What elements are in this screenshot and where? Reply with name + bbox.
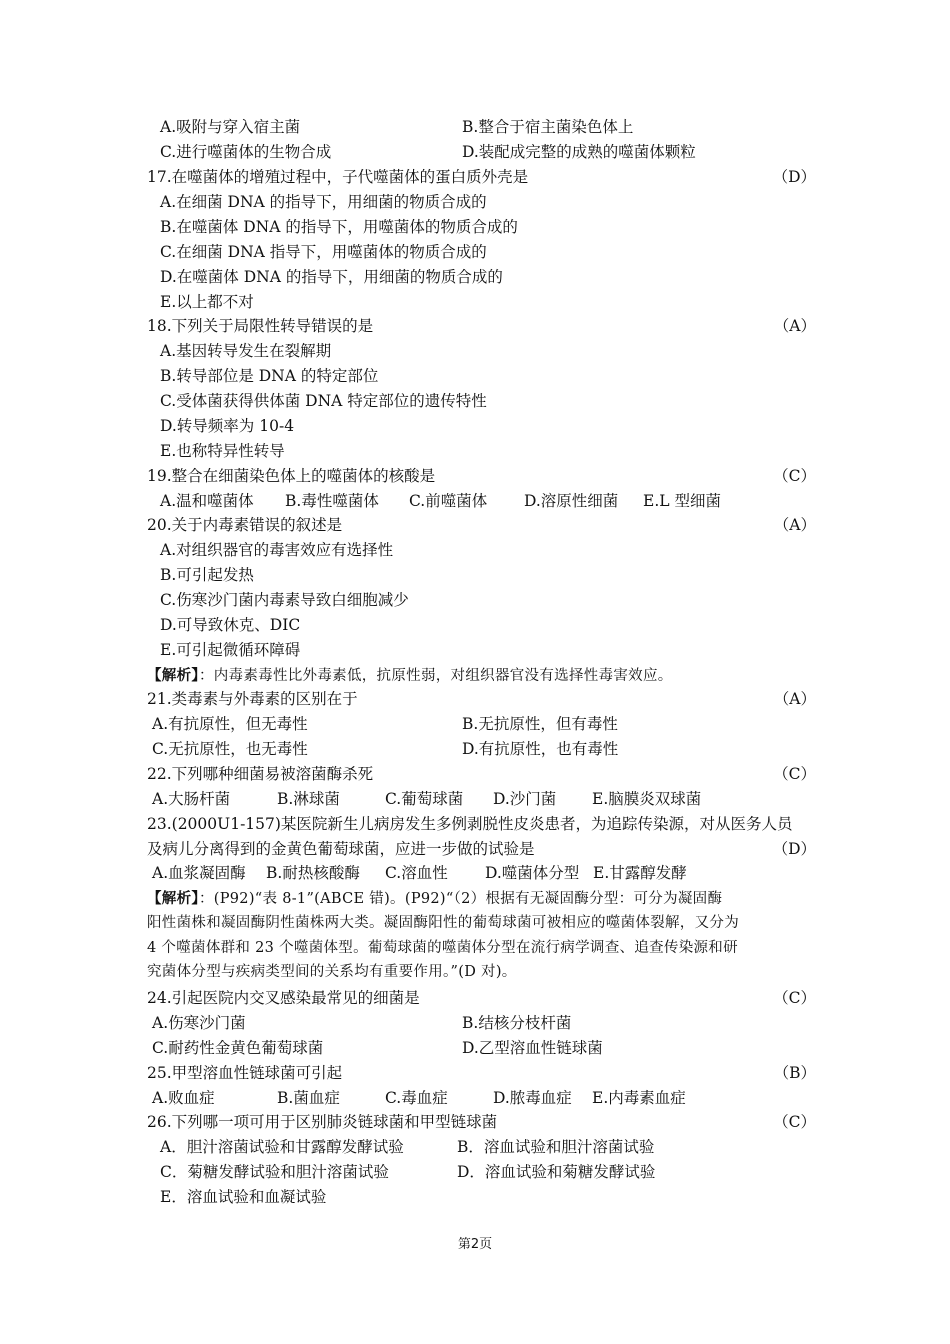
q20-stem: 20.关于内毒素错误的叙述是 bbox=[147, 516, 343, 534]
page-number: 第2页 bbox=[457, 1237, 493, 1252]
q22-stem-line bbox=[0, 762, 950, 787]
q17-option-a: A.在细菌 DNA 的指导下，用细菌的物质合成的 bbox=[160, 193, 487, 211]
q18-option-d-line bbox=[0, 414, 950, 439]
q23-option-e: E.甘露醇发酵 bbox=[593, 864, 687, 882]
q18-option-e: E.也称特异性转导 bbox=[160, 442, 285, 460]
q16-option-c: C.进行噬菌体的生物合成 bbox=[160, 143, 332, 161]
q19-option-e: E.L 型细菌 bbox=[643, 492, 721, 510]
q25-option-d: D.脓毒血症 bbox=[493, 1089, 572, 1107]
q23-option-c: C.溶血性 bbox=[385, 864, 448, 882]
q19-answer: （C） bbox=[773, 467, 816, 485]
q20-analysis-line bbox=[0, 663, 950, 688]
q24-stem-line bbox=[0, 986, 950, 1011]
q25-stem-line bbox=[0, 1061, 950, 1086]
q24-option-d: D.乙型溶血性链球菌 bbox=[462, 1039, 603, 1057]
q20-stem-line bbox=[0, 513, 950, 538]
q18-answer: （A） bbox=[773, 317, 816, 335]
q23-option-b: B.耐热核酸酶 bbox=[266, 864, 360, 882]
q22-stem: 22.下列哪种细菌易被溶菌酶杀死 bbox=[147, 765, 374, 783]
q18-option-c-line bbox=[0, 389, 950, 414]
q20-answer: （A） bbox=[773, 516, 816, 534]
q18-option-e-line bbox=[0, 439, 950, 464]
q25-answer: （B） bbox=[773, 1064, 816, 1082]
q19-option-b: B.毒性噬菌体 bbox=[285, 492, 379, 510]
q20-analysis-label: 【解析】 bbox=[147, 667, 199, 684]
q21-option-a: A.有抗原性，但无毒性 bbox=[152, 715, 308, 733]
q17-option-c: C.在细菌 DNA 指导下，用噬菌体的物质合成的 bbox=[160, 243, 487, 261]
q20-option-b-line bbox=[0, 563, 950, 588]
q21-option-c: C.无抗原性，也无毒性 bbox=[152, 740, 308, 758]
q23-analysis-3: 4 个噬菌体群和 23 个噬菌体型。葡萄球菌的噬菌体分型在流行病学调查、追查传染源和研 bbox=[147, 940, 738, 956]
q25-option-a: A.败血症 bbox=[152, 1089, 215, 1107]
q19-option-d: D.溶原性细菌 bbox=[524, 492, 619, 510]
q20-analysis bbox=[147, 663, 673, 689]
q24-options-row-2 bbox=[0, 1036, 950, 1061]
q16-option-b: B.整合于宿主菌染色体上 bbox=[462, 118, 634, 136]
q20-option-d-line bbox=[0, 613, 950, 638]
q26-option-e: E．溶血试验和血凝试验 bbox=[160, 1188, 327, 1206]
q21-stem-line bbox=[0, 687, 950, 712]
q17-option-d: D.在噬菌体 DNA 的指导下，用细菌的物质合成的 bbox=[160, 268, 503, 286]
q22-option-a: A.大肠杆菌 bbox=[152, 790, 231, 808]
q19-option-c: C.前噬菌体 bbox=[409, 492, 488, 510]
q23-stem-1: 23.(2000U1-157)某医院新生儿病房发生多例剥脱性皮炎患者，为追踪传染源，对从医务人员 bbox=[147, 815, 793, 833]
q20-option-a-line bbox=[0, 538, 950, 563]
q26-stem: 26.下列哪一项可用于区别肺炎链球菌和甲型链球菌 bbox=[147, 1113, 498, 1131]
q23-stem-line-1 bbox=[0, 812, 950, 837]
q20-option-c-line bbox=[0, 588, 950, 613]
q20-option-a: A.对组织器官的毒害效应有选择性 bbox=[160, 541, 394, 559]
q21-option-d: D.有抗原性，也有毒性 bbox=[462, 740, 619, 758]
q23-stem-line-2 bbox=[0, 837, 950, 862]
q25-option-c: C.毒血症 bbox=[385, 1089, 448, 1107]
q19-stem-line bbox=[0, 464, 950, 489]
q22-option-c: C.葡萄球菌 bbox=[385, 790, 464, 808]
q22-options-line bbox=[0, 787, 950, 812]
q22-option-e: E.脑膜炎双球菌 bbox=[592, 790, 702, 808]
q23-option-a: A.血浆凝固酶 bbox=[152, 864, 246, 882]
q16-options-row-2 bbox=[0, 140, 950, 165]
q18-option-a-line bbox=[0, 339, 950, 364]
q23-analysis-line-1 bbox=[0, 886, 950, 911]
q23-option-d: D.噬菌体分型 bbox=[485, 864, 580, 882]
q20-option-c: C.伤寒沙门菌内毒素导致白细胞减少 bbox=[160, 591, 409, 609]
q26-options-row-2 bbox=[0, 1160, 950, 1185]
q18-option-c: C.受体菌获得供体菌 DNA 特定部位的遗传特性 bbox=[160, 392, 487, 410]
q26-option-c: C．菊糖发酵试验和胆汁溶菌试验 bbox=[160, 1163, 389, 1181]
q19-options-line bbox=[0, 489, 950, 514]
q18-option-a: A.基因转导发生在裂解期 bbox=[160, 342, 332, 360]
q17-stem-line bbox=[0, 165, 950, 190]
q25-option-b: B.菌血症 bbox=[277, 1089, 340, 1107]
q18-option-b-line bbox=[0, 364, 950, 389]
q21-option-b: B.无抗原性，但有毒性 bbox=[462, 715, 618, 733]
q23-analysis-2: 阳性菌株和凝固酶阴性菌株两大类。凝固酶阳性的葡萄球菌可被相应的噬菌体裂解，又分为 bbox=[147, 915, 739, 931]
q20-option-d: D.可导致休克、DIC bbox=[160, 616, 301, 634]
q18-option-d: D.转导频率为 10-4 bbox=[160, 417, 295, 435]
q21-options-row-1 bbox=[0, 712, 950, 737]
q24-stem: 24.引起医院内交叉感染最常见的细菌是 bbox=[147, 989, 420, 1007]
q26-option-b: B．溶血试验和胆汁溶菌试验 bbox=[457, 1138, 655, 1156]
q16-options-row-1 bbox=[0, 115, 950, 140]
q26-option-a: A．胆汁溶菌试验和甘露醇发酵试验 bbox=[160, 1138, 404, 1156]
q23-analysis-1 bbox=[147, 886, 722, 912]
q24-option-b: B.结核分枝杆菌 bbox=[462, 1014, 572, 1032]
q17-option-b-line bbox=[0, 215, 950, 240]
q25-options-line bbox=[0, 1086, 950, 1111]
q18-option-b: B.转导部位是 DNA 的特定部位 bbox=[160, 367, 379, 385]
q22-option-d: D.沙门菌 bbox=[493, 790, 557, 808]
q23-analysis-line-2 bbox=[0, 911, 950, 936]
q21-options-row-2 bbox=[0, 737, 950, 762]
q17-option-e: E.以上都不对 bbox=[160, 293, 254, 311]
q17-option-e-line bbox=[0, 290, 950, 315]
q17-answer: （D） bbox=[772, 168, 816, 186]
q26-answer: （C） bbox=[773, 1113, 816, 1131]
q25-option-e: E.内毒素血症 bbox=[592, 1089, 686, 1107]
q23-stem-2: 及病儿分离得到的金黄色葡萄球菌，应进一步做的试验是 bbox=[147, 840, 535, 858]
q17-option-b: B.在噬菌体 DNA 的指导下，用噬菌体的物质合成的 bbox=[160, 218, 518, 236]
q21-answer: （A） bbox=[773, 690, 816, 708]
q20-option-b: B.可引起发热 bbox=[160, 566, 254, 584]
q20-option-e: E.可引起微循环障碍 bbox=[160, 641, 301, 659]
q20-analysis-text: ：内毒素毒性比外毒素低，抗原性弱，对组织器官没有选择性毒害效应。 bbox=[198, 668, 673, 684]
q25-stem: 25.甲型溶血性链球菌可引起 bbox=[147, 1064, 343, 1082]
q18-stem-line bbox=[0, 314, 950, 339]
q24-option-a: A.伤寒沙门菌 bbox=[152, 1014, 246, 1032]
q26-option-d: D．溶血试验和菊糖发酵试验 bbox=[457, 1163, 656, 1181]
q22-answer: （C） bbox=[773, 765, 816, 783]
q16-option-a: A.吸附与穿入宿主菌 bbox=[160, 118, 301, 136]
q23-analysis-line-4 bbox=[0, 960, 950, 985]
q17-option-d-line bbox=[0, 265, 950, 290]
q23-analysis-4: 究菌体分型与疾病类型间的关系均有重要作用。”(D 对)。 bbox=[147, 964, 517, 980]
q23-answer: （D） bbox=[772, 840, 816, 858]
q24-options-row-1 bbox=[0, 1011, 950, 1036]
q23-analysis-label: 【解析】 bbox=[147, 890, 199, 907]
q23-analysis-text-1: ：(P92)“表 8-1”(ABCE 错)。(P92)“（2）根据有无凝固酶分型：可分为凝固酶 bbox=[198, 891, 723, 907]
q21-stem: 21.类毒素与外毒素的区别在于 bbox=[147, 690, 358, 708]
q19-stem: 19.整合在细菌染色体上的噬菌体的核酸是 bbox=[147, 467, 436, 485]
q26-option-e-line bbox=[0, 1185, 950, 1210]
q22-option-b: B.淋球菌 bbox=[277, 790, 340, 808]
q20-option-e-line bbox=[0, 638, 950, 663]
q23-analysis-line-3 bbox=[0, 936, 950, 961]
q24-answer: （C） bbox=[773, 989, 816, 1007]
q17-option-c-line bbox=[0, 240, 950, 265]
q23-options-line bbox=[0, 861, 950, 886]
q16-option-d: D.装配成完整的成熟的噬菌体颗粒 bbox=[462, 143, 696, 161]
q26-options-row-1 bbox=[0, 1135, 950, 1160]
q18-stem: 18.下列关于局限性转导错误的是 bbox=[147, 317, 374, 335]
q17-option-a-line bbox=[0, 190, 950, 215]
q19-option-a: A.温和噬菌体 bbox=[160, 492, 254, 510]
q17-stem: 17.在噬菌体的增殖过程中，子代噬菌体的蛋白质外壳是 bbox=[147, 168, 529, 186]
q24-option-c: C.耐药性金黄色葡萄球菌 bbox=[152, 1039, 324, 1057]
q26-stem-line bbox=[0, 1110, 950, 1135]
